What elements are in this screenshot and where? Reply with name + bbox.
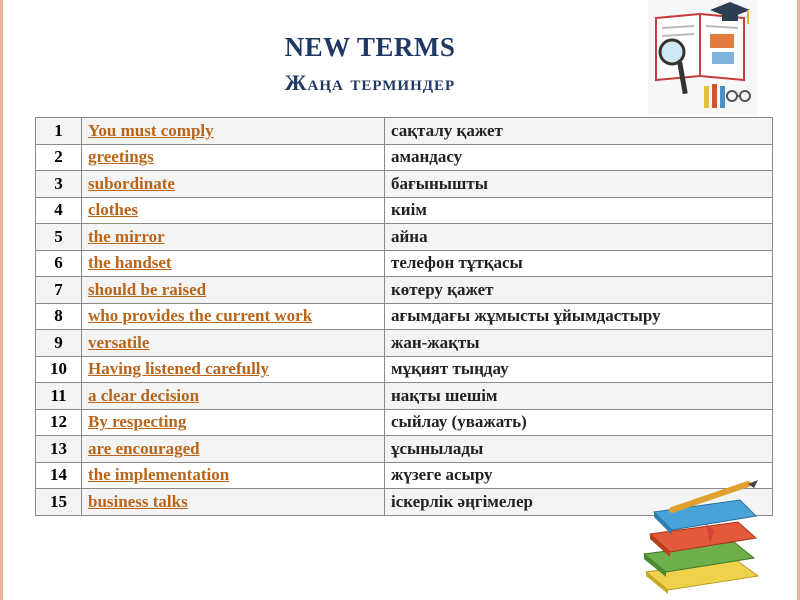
term-number: 12 (36, 409, 82, 436)
term-kazakh: жүзеге асыру (385, 462, 773, 489)
table-row (36, 277, 773, 304)
term-english-link[interactable]: You must comply (88, 120, 214, 140)
page-subtitle: Жаңа терминдер (284, 70, 456, 95)
term-number: 11 (36, 383, 82, 410)
term-kazakh: ағымдағы жұмысты ұйымдастыру (385, 303, 773, 330)
term-number: 6 (36, 250, 82, 277)
term-kazakh: киім (385, 197, 773, 224)
book-magnifier-graduation-icon (648, 0, 758, 115)
term-english-link[interactable]: greetings (88, 147, 154, 167)
term-kazakh: іскерлік әңгімелер (385, 489, 773, 516)
term-kazakh: жан-жақты (385, 330, 773, 357)
table-row (36, 224, 773, 251)
table-row (36, 197, 773, 224)
term-kazakh: ұсынылады (385, 436, 773, 463)
table-row (36, 356, 773, 383)
term-english-link[interactable]: business talks (88, 491, 188, 511)
term-number: 5 (36, 224, 82, 251)
term-number: 10 (36, 356, 82, 383)
term-english-link[interactable]: subordinate (88, 173, 175, 193)
term-english-link[interactable]: clothes (88, 200, 139, 220)
term-number: 4 (36, 197, 82, 224)
term-kazakh: айна (385, 224, 773, 251)
table-row (36, 409, 773, 436)
term-kazakh: көтеру қажет (385, 277, 773, 304)
term-kazakh: амандасу (385, 144, 773, 171)
term-number: 14 (36, 462, 82, 489)
term-kazakh: телефон тұтқасы (385, 250, 773, 277)
term-english-link[interactable]: the implementation (88, 465, 230, 485)
term-kazakh: нақты шешім (385, 383, 773, 410)
term-english-link[interactable]: should be raised (88, 279, 207, 299)
term-kazakh: сыйлау (уважать) (385, 409, 773, 436)
term-english-link[interactable]: who provides the current work (88, 306, 313, 326)
term-number: 3 (36, 171, 82, 198)
term-english-link[interactable]: the handset (88, 253, 172, 273)
slide-frame-left (0, 0, 3, 600)
page-title: NEW TERMS (284, 32, 456, 62)
stacked-books-pencil-icon (636, 480, 766, 595)
term-english-link[interactable]: the mirror (88, 226, 165, 246)
table-row (36, 436, 773, 463)
term-english-link[interactable]: By respecting (88, 412, 187, 432)
term-number: 1 (36, 118, 82, 145)
term-kazakh: мұқият тыңдау (385, 356, 773, 383)
term-kazakh: бағынышты (385, 171, 773, 198)
term-number: 13 (36, 436, 82, 463)
term-number: 9 (36, 330, 82, 357)
term-number: 15 (36, 489, 82, 516)
term-number: 7 (36, 277, 82, 304)
term-number: 8 (36, 303, 82, 330)
term-english-link[interactable]: Having listened carefully (88, 359, 270, 379)
table-row (36, 250, 773, 277)
table-row (36, 144, 773, 171)
term-kazakh: сақталу қажет (385, 118, 773, 145)
table-row (36, 383, 773, 410)
table-row (36, 118, 773, 145)
term-english-link[interactable]: versatile (88, 332, 150, 352)
term-english-link[interactable]: are encouraged (88, 438, 200, 458)
table-row (36, 171, 773, 198)
terms-table (35, 117, 773, 516)
table-row (36, 330, 773, 357)
term-english-link[interactable]: a clear decision (88, 385, 200, 405)
term-number: 2 (36, 144, 82, 171)
table-row (36, 303, 773, 330)
